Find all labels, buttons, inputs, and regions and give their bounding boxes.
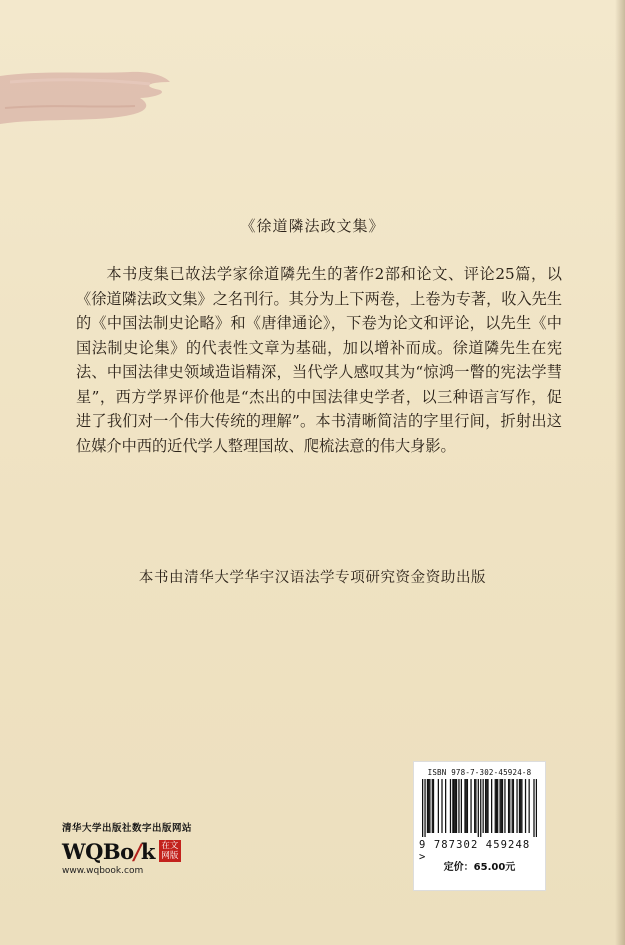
barcode-bar xyxy=(475,779,476,833)
barcode-bar xyxy=(458,779,459,833)
barcode-bar xyxy=(504,779,505,833)
barcode-bar xyxy=(485,779,486,833)
barcode-bar xyxy=(483,779,484,833)
barcode-bar xyxy=(422,779,423,837)
barcode-bar xyxy=(525,779,526,833)
barcode-icon xyxy=(422,779,537,837)
barcode-bar xyxy=(520,779,521,833)
barcode-bar xyxy=(429,779,430,833)
barcode-bar xyxy=(478,779,479,837)
barcode-bar xyxy=(513,779,514,833)
ean-digits: 9 787302 459248 > xyxy=(419,839,531,863)
barcode-bar xyxy=(456,779,457,833)
price-label: 定价：65.00元 xyxy=(443,862,516,873)
page-edge-shadow xyxy=(615,0,625,945)
barcode-bar xyxy=(464,779,465,833)
barcode-bar xyxy=(512,779,513,833)
barcode-bar xyxy=(501,779,502,833)
barcode-bar xyxy=(461,779,462,833)
barcode-bar xyxy=(499,779,500,833)
logo-wordmark: WQBo/k xyxy=(62,838,155,864)
barcode-bar xyxy=(521,779,522,833)
barcode-bar xyxy=(519,779,520,833)
barcode-bar xyxy=(438,779,439,833)
barcode-bar xyxy=(474,779,475,833)
barcode-panel xyxy=(414,762,545,890)
isbn-label: ISBN 978-7-302-45924-8 xyxy=(427,768,532,777)
barcode-bar xyxy=(496,779,497,833)
barcode-bar xyxy=(536,779,537,837)
barcode-bar xyxy=(487,779,488,833)
barcode-bar xyxy=(433,779,434,833)
barcode-bar xyxy=(466,779,467,833)
publisher-logo xyxy=(62,838,212,864)
publisher-url: www.wqbook.com xyxy=(62,866,144,876)
barcode-bar xyxy=(455,779,456,833)
publisher-name: 清华大学出版社数字出版网站 xyxy=(62,823,193,834)
barcode-bar xyxy=(509,779,510,833)
barcode-bar xyxy=(445,779,446,833)
barcode-bar xyxy=(453,779,454,833)
barcode-bar xyxy=(427,779,428,833)
barcode-bar xyxy=(424,779,425,837)
barcode-bar xyxy=(428,779,429,833)
book-description: 本书庋集已故法学家徐道隣先生的著作2部和论文、评论25篇，以《徐道隣法政文集》之名刊行。其分为上下两卷，上卷为专著，收入先生的《中国法制史论略》和《唐律通论》，下卷为论文和评论，以先生《中国法制史论集》的代表性文章为基础，加以增补而成。徐道隣先生在宪法、中国法律史领域造诣精深，当代学人感叹其为“惊鸿一瞥的宪法学彗星”，西方学界评价他是“杰出的中国法律史学者，以三种语言写作，促进了我们对一个伟大传统的理解”。本书清晰简洁的字里行间，折射出这位媒介中西的近代学人整理国故、爬梳法意的伟大身影。 xyxy=(76,265,562,455)
barcode-bar xyxy=(480,779,481,837)
book-title: 《徐道隣法政文集》 xyxy=(240,217,385,235)
decorative-brush-smear xyxy=(0,68,175,128)
barcode-bar xyxy=(491,779,492,833)
publisher-block xyxy=(62,820,212,876)
barcode-bar xyxy=(533,779,534,837)
barcode-bar xyxy=(441,779,442,833)
barcode-bar xyxy=(452,779,453,833)
barcode-bar xyxy=(529,779,530,833)
barcode-bar xyxy=(497,779,498,833)
barcode-bar xyxy=(450,779,451,833)
barcode-bar xyxy=(502,779,503,833)
logo-seal-icon: 在文 网版 xyxy=(159,840,181,862)
barcode-bar xyxy=(467,779,468,833)
funding-note: 本书由清华大学华宇汉语法学专项研究资金资助出版 xyxy=(138,570,487,586)
barcode-bar xyxy=(486,779,487,833)
barcode-bar xyxy=(470,779,471,833)
barcode-bar xyxy=(516,779,517,833)
barcode-bar xyxy=(432,779,433,833)
barcode-bar xyxy=(508,779,509,833)
barcode-bar xyxy=(495,779,496,833)
